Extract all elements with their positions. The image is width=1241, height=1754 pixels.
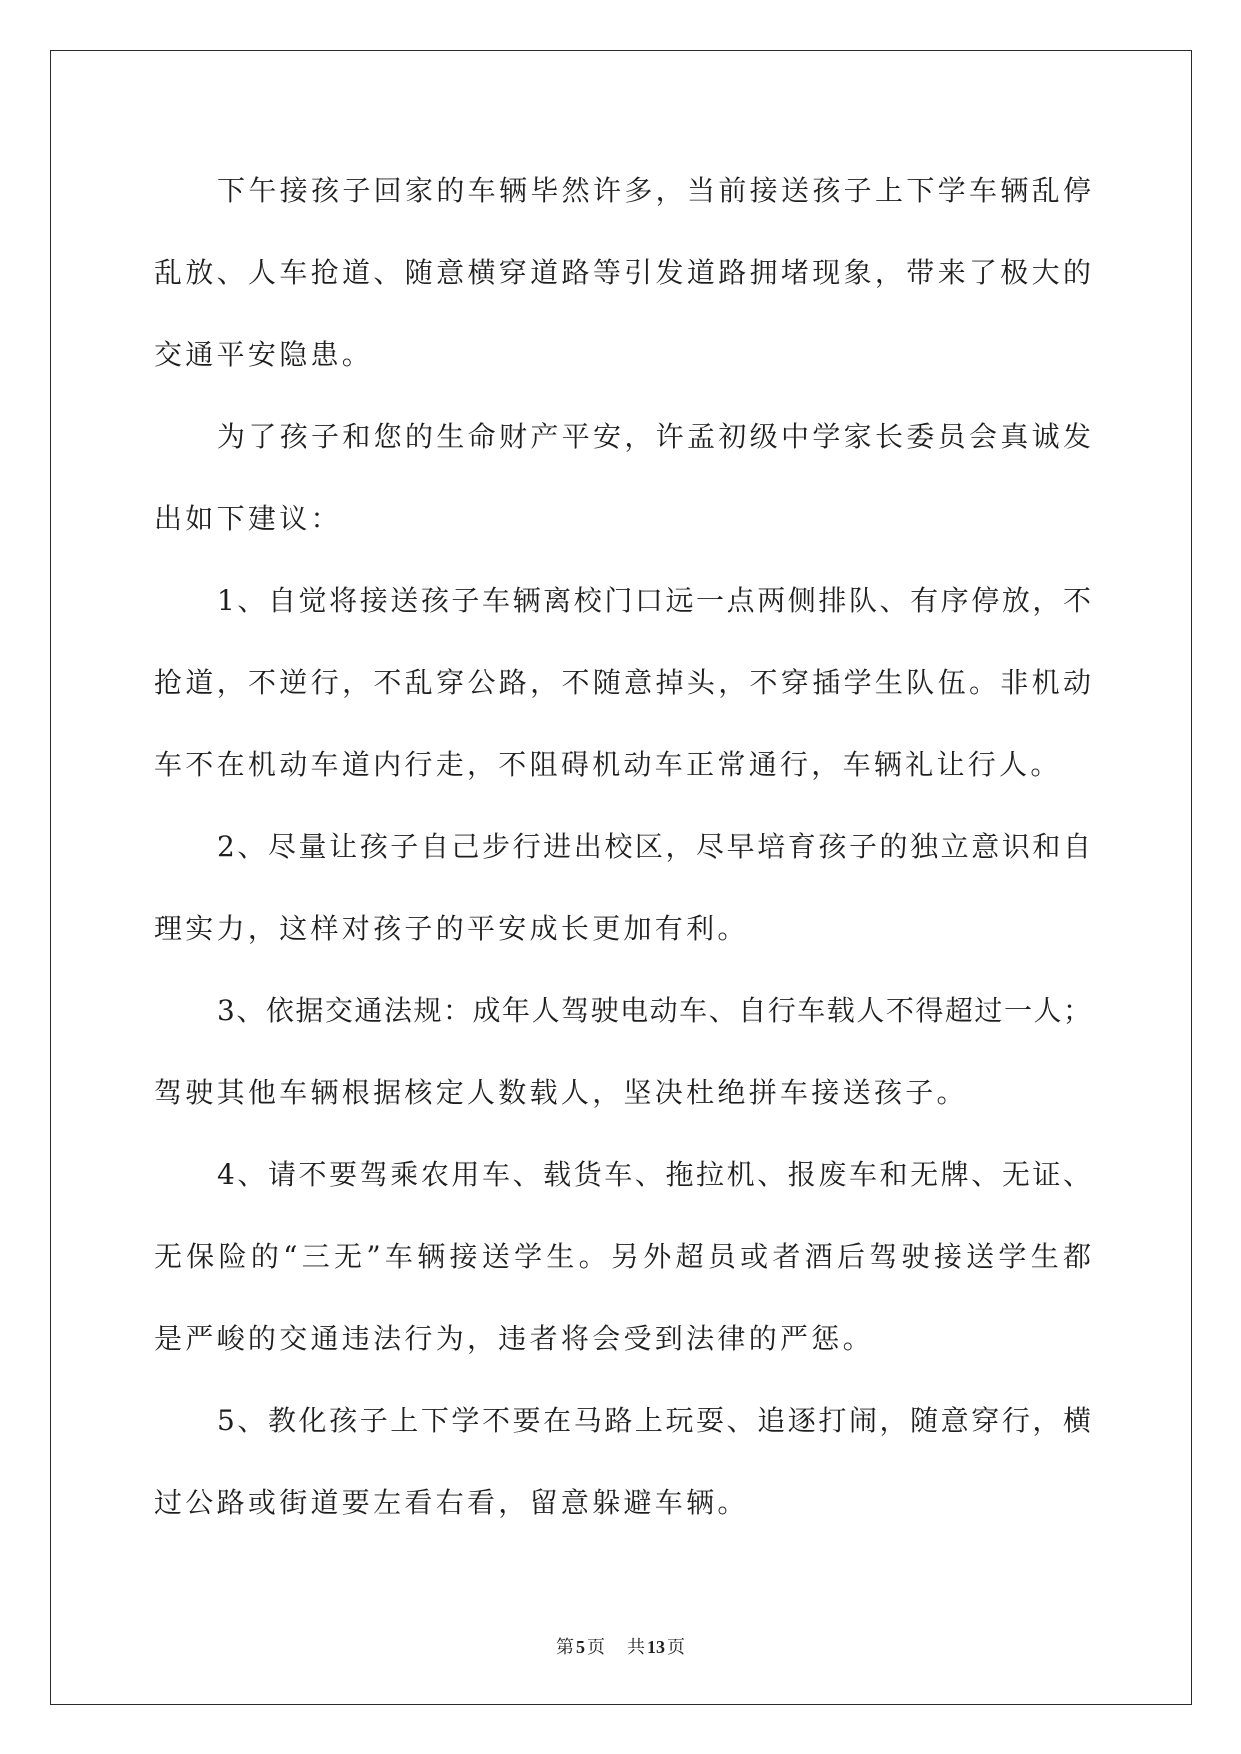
text-line: 抢道，不逆行，不乱穿公路，不随意掉头，不穿插学生队伍。非机动: [154, 666, 1092, 699]
text-line: 车不在机动车道内行走，不阻碍机动车正常通行，车辆礼让行人。: [154, 748, 1062, 781]
paragraph: [0, 970, 1241, 1134]
text-line: 出如下建议：: [154, 502, 342, 535]
page-suffix: 页: [587, 1637, 605, 1657]
page-number: 5: [576, 1637, 585, 1657]
text-line: 交通平安隐患。: [154, 338, 374, 371]
text-line: 是严峻的交通违法行为，违者将会受到法律的严惩。: [154, 1322, 874, 1355]
paragraph: [0, 1380, 1241, 1544]
paragraph: [0, 560, 1241, 806]
text-line: 为了孩子和您的生命财产平安，许孟初级中学家长委员会真诚发: [217, 420, 1092, 453]
text-line: 过公路或街道要左看右看，留意躲避车辆。: [154, 1486, 749, 1519]
page-total-label: [627, 1637, 685, 1657]
total-pages: 13: [647, 1637, 665, 1657]
page-prefix: 第: [556, 1637, 574, 1657]
text-line: 2、尽量让孩子自己步行进出校区，尽早培育孩子的独立意识和自: [217, 830, 1092, 863]
text-line: 下午接孩子回家的车辆毕然许多，当前接送孩子上下学车辆乱停: [217, 174, 1092, 207]
text-line: 驾驶其他车辆根据核定人数载人，坚决杜绝拼车接送孩子。: [154, 1076, 968, 1109]
document-body: [0, 150, 1241, 1544]
text-line: 无保险的“三无”车辆接送学生。另外超员或者酒后驾驶接送学生都: [154, 1240, 1092, 1273]
text-line: 乱放、人车抢道、随意横穿道路等引发道路拥堵现象，带来了极大的: [154, 256, 1092, 289]
paragraph: [0, 1134, 1241, 1380]
paragraph: [0, 806, 1241, 970]
paragraph: [0, 396, 1241, 560]
total-suffix: 页: [667, 1637, 685, 1657]
text-line: 1、自觉将接送孩子车辆离校门口远一点两侧排队、有序停放，不: [217, 584, 1092, 617]
text-line: 理实力，这样对孩子的平安成长更加有利。: [154, 912, 749, 945]
text-line: 3、依据交通法规：成年人驾驶电动车、自行车载人不得超过一人；: [217, 994, 1092, 1027]
page-number-label: [556, 1637, 605, 1657]
text-line: 4、请不要驾乘农用车、载货车、拖拉机、报废车和无牌、无证、: [217, 1158, 1092, 1191]
text-line: 5、教化孩子上下学不要在马路上玩耍、追逐打闹，随意穿行，横: [217, 1404, 1092, 1437]
total-prefix: 共: [627, 1637, 645, 1657]
paragraph: [0, 150, 1241, 396]
page-footer: [0, 1634, 1241, 1660]
